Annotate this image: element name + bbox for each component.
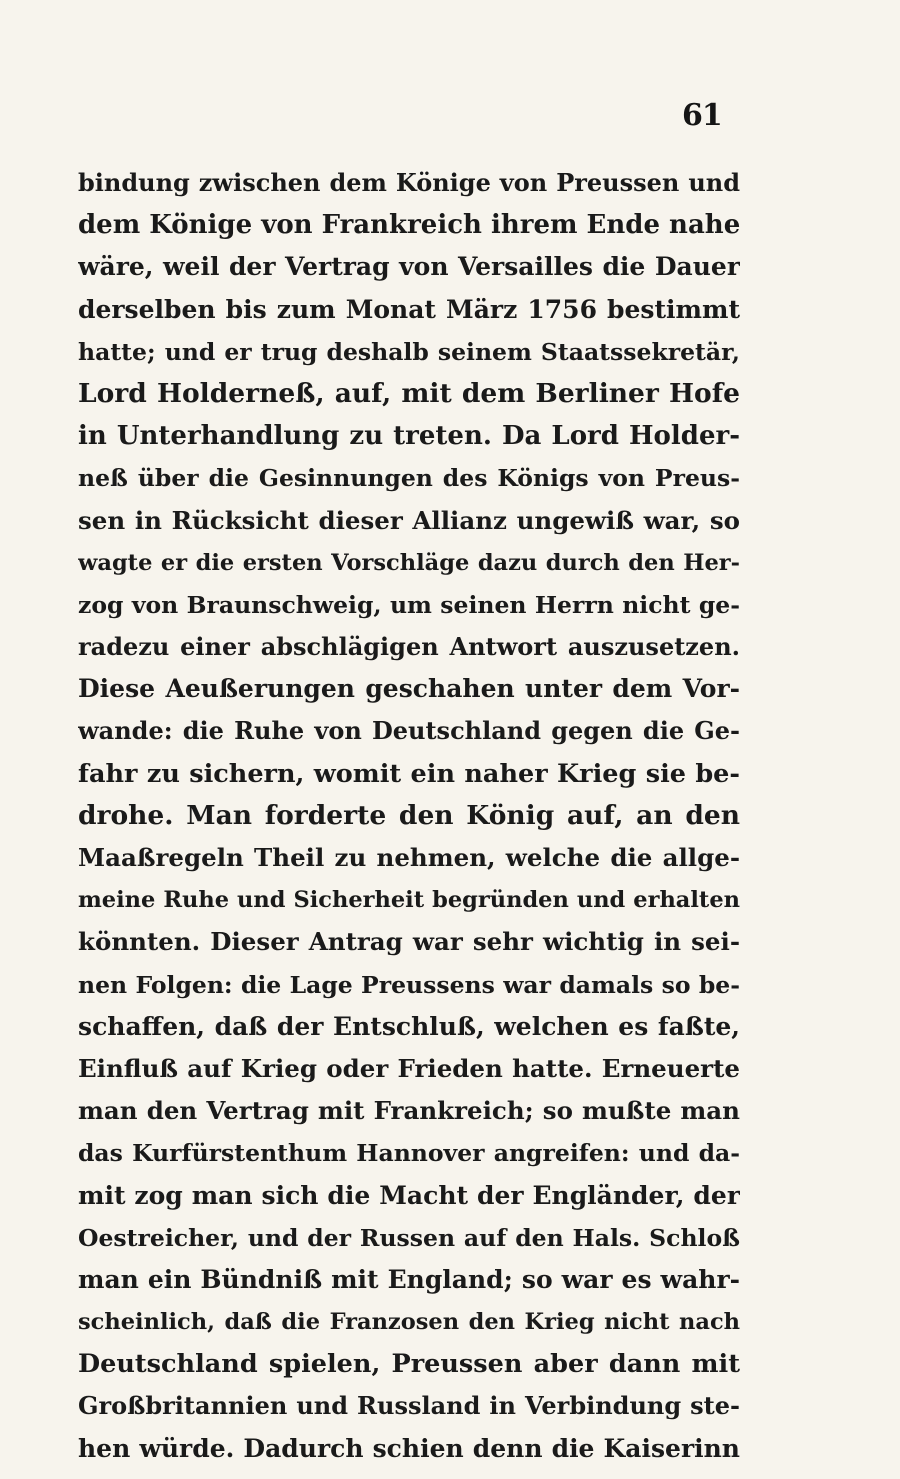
text-line: Oestreicher, und der Russen auf den Hals. Schloß <box>78 1223 740 1252</box>
text-line: zog von Braunschweig, um seinen Herrn nicht ge- <box>78 590 740 619</box>
text-line: nen Folgen: die Lage Preussens war damals so be- <box>78 970 740 999</box>
page-number: 61 <box>682 98 722 133</box>
text-line: meine Ruhe und Sicherheit begründen und erhalten <box>78 887 740 914</box>
text-line: Einfluß auf Krieg oder Frieden hatte. Erneuerte <box>78 1053 740 1083</box>
text-line: sen in Rücksicht dieser Allianz ungewiß war, so <box>78 505 740 535</box>
text-line: Großbritannien und Russland in Verbindung ste- <box>78 1391 740 1421</box>
text-line: wande: die Ruhe von Deutschland gegen die Ge- <box>78 716 740 746</box>
text-line: derselben bis zum Monat März 1756 bestimmt <box>78 294 740 324</box>
text-line: hatte; und er trug deshalb seinem Staatssekretär, <box>78 337 740 366</box>
text-line: in Unterhandlung zu treten. Da Lord Holder- <box>78 421 740 452</box>
text-line: man ein Bündniß mit England; so war es wahr- <box>78 1264 740 1294</box>
text-line: Deutschland spielen, Preussen aber dann mit <box>78 1349 740 1380</box>
text-line: Lord Holderneß, auf, mit dem Berliner Hofe <box>78 377 740 409</box>
text-line: könnten. Dieser Antrag war sehr wichtig in sei- <box>78 927 740 957</box>
text-line: scheinlich, daß die Franzosen den Krieg nicht nach <box>78 1309 740 1336</box>
text-line: wagte er die ersten Vorschläge dazu durch den Her- <box>78 549 740 576</box>
text-line: Maaßregeln Theil zu nehmen, welche die allge- <box>78 843 740 872</box>
text-line: Diese Aeußerungen geschahen unter dem Vor- <box>78 674 740 704</box>
text-line: fahr zu sichern, womit ein naher Krieg sie be- <box>78 758 740 789</box>
text-line: bindung zwischen dem Könige von Preussen und <box>78 168 740 197</box>
text-line: das Kurfürstenthum Hannover angreifen: und da- <box>78 1139 740 1168</box>
text-line: hen würde. Dadurch schien denn die Kaiserinn <box>78 1433 740 1463</box>
text-line: radezu einer abschlägigen Antwort auszusetzen. <box>78 632 740 662</box>
text-line: neß über die Gesinnungen des Königs von Preus- <box>78 464 740 493</box>
text-line: dem Könige von Frankreich ihrem Ende nahe <box>78 210 740 241</box>
text-line: schaffen, daß der Entschluß, welchen es faßte, <box>78 1011 740 1041</box>
text-line: man den Vertrag mit Frankreich; so mußte man <box>78 1096 740 1126</box>
text-line: drohe. Man forderte den König auf, an den <box>78 799 740 831</box>
body-text <box>78 162 740 1470</box>
text-line: wäre, weil der Vertrag von Versailles die Dauer <box>78 252 740 282</box>
text-line: mit zog man sich die Macht der Engländer, der <box>78 1180 740 1210</box>
